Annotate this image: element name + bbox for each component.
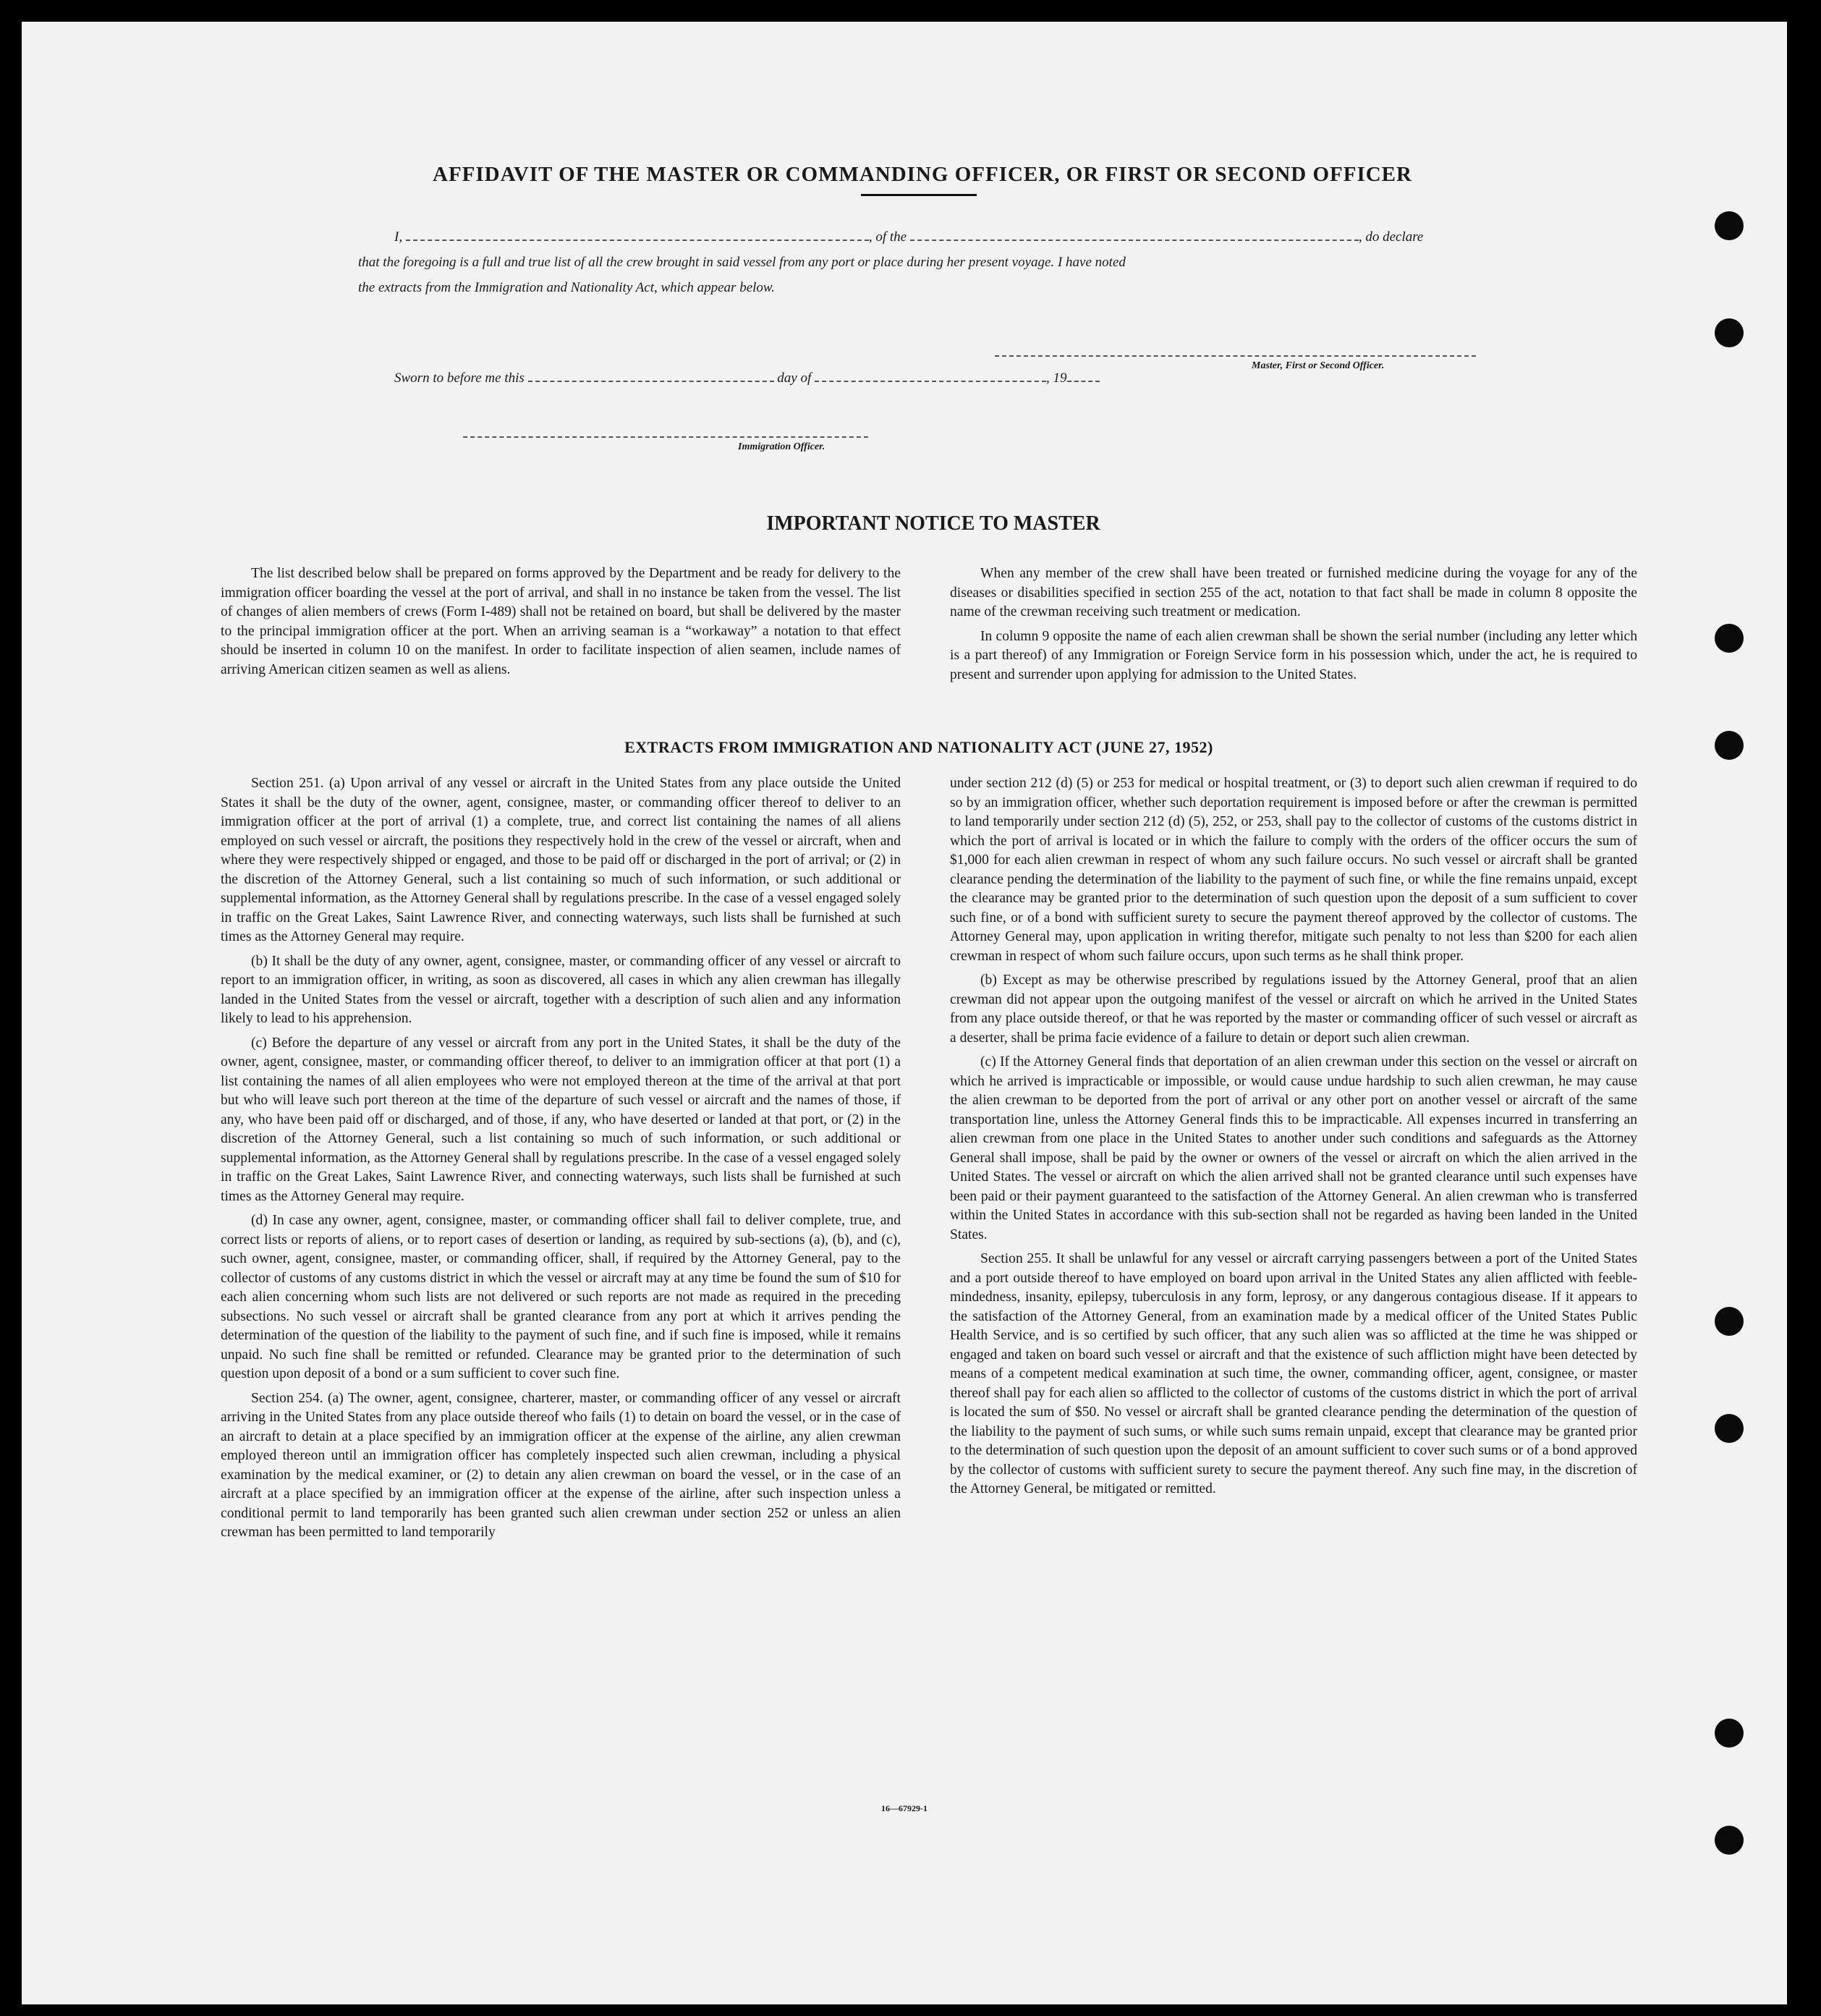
- officer-caption: Immigration Officer.: [738, 441, 825, 452]
- sworn-line: [394, 369, 1100, 386]
- notice-left-column: [221, 564, 901, 685]
- binder-hole: [1715, 1719, 1744, 1748]
- declaration-text-2: the extracts from the Immigration and Nationality Act, which appear below.: [358, 280, 775, 295]
- extracts-left-column: [221, 774, 901, 1548]
- year-prefix-label: , 19: [1046, 370, 1067, 386]
- extracts-right-column: [950, 774, 1637, 1504]
- binder-hole: [1715, 1307, 1744, 1336]
- extracts-title: EXTRACTS FROM IMMIGRATION AND NATIONALITY ACT (JUNE 27, 1952): [624, 738, 1213, 756]
- pronoun-i: I,: [394, 229, 403, 245]
- day-of-label: day of: [777, 370, 812, 386]
- binder-hole: [1715, 624, 1744, 653]
- form-number: 16—67929-1: [881, 1803, 928, 1813]
- sworn-month-blank[interactable]: [815, 369, 1046, 382]
- master-signature-line[interactable]: [995, 344, 1476, 357]
- document-page: [22, 22, 1787, 2004]
- binder-hole: [1715, 731, 1744, 760]
- binder-hole: [1715, 1826, 1744, 1855]
- notice-left-paragraph: The list described below shall be prepared on forms approved by the Department and be ready for delivery to the immigration officer boarding the vessel at the port of arrival, and shall in no instance be taken from the vessel. The list of changes of alien members of crews (Form I-489) shall not be retained on board, but shall be delivered by the master to the principal immigration officer at the port. When an arriving seaman is a “workaway” a notation to that effect should be inserted in column 10 on the manifest. In order to facilitate inspection of alien seamen, include names of arriving American citizen seamen as well as aliens.: [221, 566, 901, 677]
- name-blank[interactable]: [406, 228, 869, 241]
- extract-paragraph: (b) Except as may be otherwise prescribed by regulations issued by the Attorney General, proof that an alien crewman did not appear upon the outgoing manifest of the vessel or aircraft on which he arrived in the United States from any place outside thereof, or that he was reported by the master or commanding officer of such vessel or aircraft as a deserter, shall be prima facie evidence of a failure to detain or deport such alien crewman.: [950, 973, 1637, 1046]
- declaration-line: [394, 228, 1501, 245]
- notice-right-paragraph-2: In column 9 opposite the name of each alien crewman shall be shown the serial number (including any letter which is a part thereof) of any Immigration or Foreign Service form in his possession which, under the act, he is required to present and surrender upon applying for admission to the United States.: [950, 628, 1637, 682]
- officer-signature-line[interactable]: [463, 425, 868, 438]
- declaration-text-1: that the foregoing is a full and true list of all the crew brought in said vessel from any port or place during her present voyage. I have noted: [358, 255, 1126, 270]
- extract-paragraph: (c) If the Attorney General finds that deportation of an alien crewman under this section on the vessel or aircraft on which he arrived is impracticable or impossible, or would cause undue hardship to such alien crewman, he may cause the alien crewman to be deported from the port of arrival or any other port on another vessel or aircraft of the same transportation line, unless the Attorney General finds this to be impracticable. All expenses incurred in transferring an alien crewman from one place in the United States to another under such conditions and safeguards as the Attorney General shall impose, shall be paid by the owner or owners of the vessel or aircraft on which the alien arrived in the United States. The vessel or aircraft on which the alien arrived shall not be granted clearance until such expenses have been paid or their payment guaranteed to the satisfaction of the Attorney General. An alien crewman who is transferred within the United States in accordance with this sub-section shall not be regarded as having been landed in the United States.: [950, 1054, 1637, 1242]
- notice-right-column: [950, 564, 1637, 690]
- of-the-label: , of the: [868, 229, 907, 245]
- extract-paragraph: under section 212 (d) (5) or 253 for medical or hospital treatment, or (3) to deport such alien crewman if required to do so by an immigration officer, whether such deportation requirement is imposed before or after the crewman is permitted to land temporarily under section 212 (d) (5), 252, or 253, shall pay to the collector of customs of the customs district in which the port of arrival is located or in which the failure to comply with the orders of the officer occurs the sum of $1,000 for each alien crewman in respect of whom any such failure occurs. No such vessel or aircraft shall be granted clearance pending the determination of the liability to the payment of such fine, or while the fine remains unpaid, except the clearance may be granted prior to the determination of such question upon the deposit of a sum sufficient to cover such fine, or of a bond with sufficient surety to secure the payment thereof approved by the collector of customs. The Attorney General may, upon application in writing therefor, mitigate such penalty to not less than $200 for each alien crewman in respect of whom such failure occurs, upon such terms as he shall think proper.: [950, 776, 1637, 964]
- extract-paragraph: (c) Before the departure of any vessel or aircraft from any port in the United States, it shall be the duty of the owner, agent, consignee, master, or commanding officer thereof, to deliver to an immigration officer at that port (1) a list containing the names of all alien employees who were not employed thereon at the time of the arrival at that port but who will leave such port thereon at the time of the departure of such vessel or aircraft and the names of those, if any, who have been paid off or discharged, and of those, if any, who have deserted or landed at that port, or (2) in the discretion of the Attorney General, such a list containing so much of such information, or such additional or supplemental information, as the Attorney General shall by regulations prescribe. In the case of a vessel engaged solely in traffic on the Great Lakes, Saint Lawrence River, and connecting waterways, such lists shall be furnished at such times as the Attorney General may require.: [221, 1035, 901, 1204]
- master-caption: Master, First or Second Officer.: [1252, 360, 1385, 371]
- extract-paragraph: (b) It shall be the duty of any owner, agent, consignee, master, or commanding officer of any vessel or aircraft to report to an immigration officer, in writing, as soon as discovered, all cases in which any alien crewman has illegally landed in the United States from the vessel or aircraft, together with a description of such alien and any information likely to lead to his apprehension.: [221, 953, 901, 1026]
- binder-hole: [1715, 211, 1744, 240]
- sworn-year-blank[interactable]: [1067, 369, 1100, 382]
- do-declare-label: , do declare: [1358, 229, 1424, 245]
- binder-hole: [1715, 318, 1744, 347]
- sworn-day-blank[interactable]: [528, 369, 774, 382]
- binder-hole: [1715, 1414, 1744, 1443]
- notice-right-paragraph-1: When any member of the crew shall have been treated or furnished medicine during the voyage for any of the diseases or disabilities specified in section 255 of the act, notation to that fact shall be made in column 8 opposite the name of the crewman receiving such treatment or medication.: [950, 566, 1637, 619]
- extract-paragraph: (d) In case any owner, agent, consignee, master, or commanding officer shall fail to deliver complete, true, and correct lists or reports of aliens, or to report cases of desertion or landing, as required by sub-sections (a), (b), and (c), such owner, agent, consignee, master, or commanding officer, shall, if required by the Attorney General, pay to the collector of customs of any customs district in which the vessel or aircraft may at any time be found the sum of $10 for each alien concerning whom such lists are not delivered or such reports are not made as required in the preceding subsections. No such vessel or aircraft shall be granted clearance from any port at which it arrives pending the determination of the question of the liability to the payment of such fine, and if such fine is imposed, while it remains unpaid. No such fine shall be remitted or refunded. Clearance may be granted prior to the determination of such question upon deposit of a bond or a sum sufficient to cover such fine.: [221, 1213, 901, 1381]
- affidavit-title: AFFIDAVIT OF THE MASTER OR COMMANDING OFFICER, OR FIRST OR SECOND OFFICER: [433, 163, 1412, 186]
- notice-title: IMPORTANT NOTICE TO MASTER: [766, 512, 1100, 535]
- title-rule: [861, 194, 977, 196]
- extract-paragraph: Section 251. (a) Upon arrival of any vessel or aircraft in the United States from any place outside the United States it shall be the duty of the owner, agent, consignee, master, or commanding officer thereof to deliver to an immigration officer at the port of arrival (1) a complete, true, and correct list containing the names of all aliens employed on such vessel or aircraft, the positions they respectively hold in the crew of the vessel or aircraft, when and where they were respectively shipped or engaged, and those to be paid off or discharged in the port of arrival; or (2) in the discretion of the Attorney General, such a list containing so much of such information, or such additional or supplemental information, as the Attorney General shall by regulations prescribe. In the case of a vessel engaged solely in traffic on the Great Lakes, Saint Lawrence River, and connecting waterways, such lists shall be furnished at such times as the Attorney General may require.: [221, 776, 901, 944]
- extract-paragraph: Section 254. (a) The owner, agent, consignee, charterer, master, or commanding officer of any vessel or aircraft arriving in the United States from any place outside thereof who fails (1) to detain on board the vessel, or in the case of an aircraft to detain at a place specified by an immigration officer at the expense of the airline, any alien crewman employed thereon until an immigration officer has completely inspected such alien crewman, including a physical examination by the medical examiner, or (2) to detain any alien crewman on board the vessel, or in the case of an aircraft at a place specified by an immigration officer at the expense of the airline, after such inspection unless a conditional permit to land temporarily has been granted such alien crewman under section 252 or unless an alien crewman has been permitted to land temporarily: [221, 1390, 901, 1540]
- sworn-label: Sworn to before me this: [394, 370, 525, 386]
- extract-paragraph: Section 255. It shall be unlawful for any vessel or aircraft carrying passengers between a port of the United States and a port outside thereof to have employed on board upon arrival in the United States any alien afflicted with feeble-mindedness, insanity, epilepsy, tuberculosis in any form, leprosy, or any dangerous contagious disease. If it appears to the satisfaction of the Attorney General, from an examination made by a medical officer of the United States Public Health Service, and is so certified by such officer, that any such alien was so afflicted at the time he was shipped or engaged and taken on board such vessel or aircraft and that the existence of such affliction might have been detected by means of a competent medical examination at such time, the owner, commanding officer, agent, consignee, or master thereof shall pay for each alien so afflicted to the collector of customs of the customs district in which the port of arrival is located the sum of $50. No vessel or aircraft shall be granted clearance pending the determination of the question of the liability to the payment of such sums, or while such sums remain unpaid, except that clearance may be granted prior to the determination of such question upon the deposit of an amount sufficient to cover such sums or of a bond approved by the collector of customs with sufficient surety to secure the payment thereof. Any such fine may, in the discretion of the Attorney General, be mitigated or remitted.: [950, 1251, 1637, 1496]
- vessel-blank[interactable]: [910, 228, 1359, 241]
